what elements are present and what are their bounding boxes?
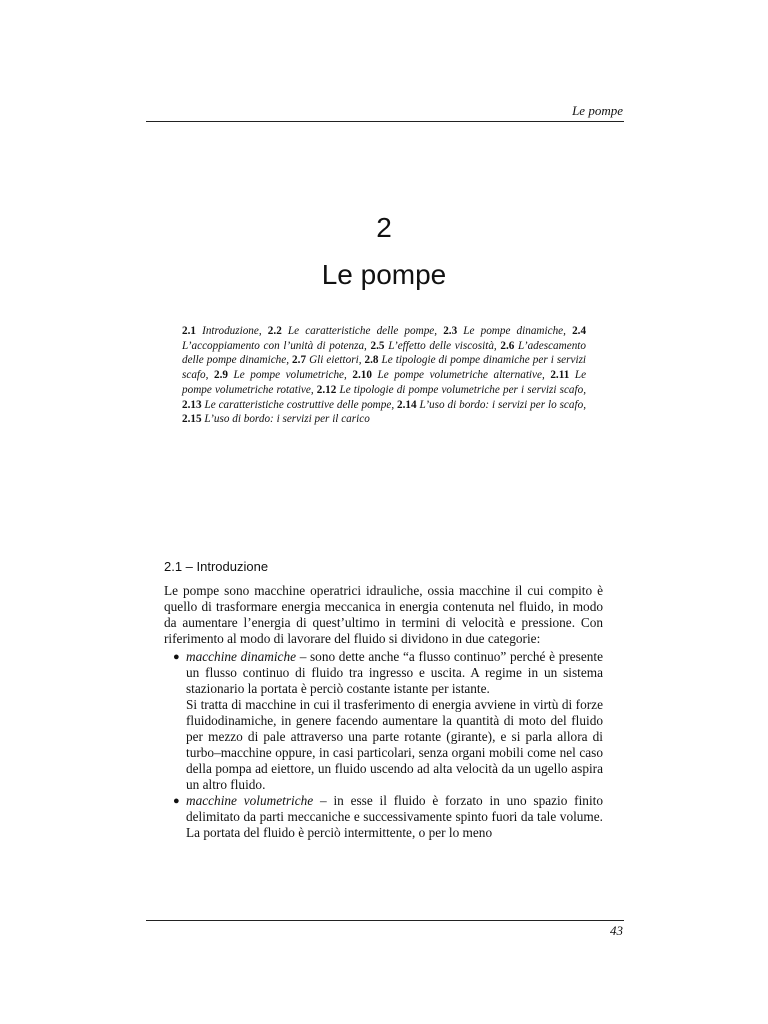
running-head: Le pompe bbox=[572, 103, 623, 118]
toc-entry-number: 2.11 bbox=[550, 369, 570, 382]
footer-rule bbox=[146, 920, 624, 921]
toc-entry-title: L’effetto delle viscosità, bbox=[388, 339, 497, 352]
toc-entry-title: Le pompe volumetriche alternative, bbox=[377, 369, 545, 382]
toc-entry-title: Le tipologie di pompe volumetriche per i servizi scafo, bbox=[339, 383, 586, 396]
toc-entry-number: 2.8 bbox=[364, 354, 379, 367]
list-item bbox=[164, 793, 603, 841]
section-heading: 2.1 – Introduzione bbox=[164, 559, 269, 574]
bullet-icon: ● bbox=[173, 651, 180, 663]
toc-entry-number: 2.6 bbox=[500, 339, 515, 352]
toc-entry-number: 2.5 bbox=[370, 339, 385, 352]
term-volumetric-desc: – in esse il fluido è forzato in uno spazio finito delimitato da parti meccaniche e successivamente spinto fuori da tale volume. La portata del fluido è perciò intermittente, o per lo meno bbox=[186, 793, 603, 840]
toc-entry-title: Le pompe volumetriche, bbox=[233, 369, 347, 382]
toc-entry-number: 2.13 bbox=[182, 398, 202, 411]
term-dynamic-detail: Si tratta di macchine in cui il trasferimento di energia avviene in virtù di forze fluidodinamiche, in genere facendo aumentare la quantità di moto del fluido per mezzo di pale attraverso una parte rotante (girante), e si parla allora di turbo–macchine oppure, in casi particolari, senza organi mobili come nel caso della pompa ad eiettore, un fluido uscendo ad alta velocità da un ugello aspira un altro fluido. bbox=[186, 697, 603, 792]
toc-entry-number: 2.15 bbox=[182, 413, 202, 426]
chapter-title: Le pompe bbox=[321, 259, 447, 290]
toc-entry-title: Le pompe volumetriche rotative, bbox=[182, 369, 587, 396]
toc-entry-title: L’accoppiamento con l’unità di potenza, bbox=[182, 339, 367, 352]
intro-paragraph: Le pompe sono macchine operatrici idrauliche, ossia macchine il cui compito è quello di trasformare energia meccanica in energia contenuta nel fluido, in modo da aumentare l’energia di quest’ultimo in termini di velocità e pressione. Con riferimento al modo di lavorare del fluido si dividono in due categorie: bbox=[164, 583, 603, 646]
page-number: 43 bbox=[610, 923, 623, 938]
toc-entry-number: 2.3 bbox=[443, 325, 458, 337]
list-item bbox=[164, 649, 603, 793]
chapter-toc bbox=[182, 324, 586, 427]
term-dynamic: macchine dinamiche bbox=[186, 649, 297, 664]
toc-entry-title: Le caratteristiche costruttive delle pompe, bbox=[204, 398, 395, 411]
toc-entry-title: Le pompe dinamiche, bbox=[463, 325, 566, 337]
term-dynamic-desc: – sono dette anche “a flusso continuo” perché è presente un flusso continuo di fluido tra ingresso e uscita. A regime in un sistema stazionario la portata è perciò costante istante per istante. bbox=[186, 649, 603, 696]
toc-entry-title: Le caratteristiche delle pompe, bbox=[287, 325, 438, 337]
toc-entry-number: 2.7 bbox=[292, 354, 307, 367]
toc-entry-title: Le tipologie di pompe dinamiche per i servizi scafo, bbox=[182, 354, 587, 382]
toc-entry-title: Gli eiettori, bbox=[309, 354, 362, 367]
toc-entry-number: 2.12 bbox=[316, 383, 337, 396]
toc-entry-number: 2.4 bbox=[572, 325, 587, 337]
toc-entry-title: L’uso di bordo: i servizi per il carico bbox=[204, 413, 370, 426]
toc-entry-number: 2.14 bbox=[397, 398, 417, 411]
term-volumetric: macchine volumetriche bbox=[186, 793, 314, 808]
header-rule bbox=[146, 121, 624, 122]
toc-entry-number: 2.2 bbox=[267, 325, 282, 337]
section-body bbox=[164, 583, 603, 841]
toc-entry-title: L’adescamento delle pompe dinamiche, bbox=[182, 339, 586, 367]
toc-entry-number: 2.9 bbox=[213, 369, 228, 382]
toc-entry-title: Introduzione, bbox=[202, 325, 262, 337]
toc-entry-title: L’uso di bordo: i servizi per lo scafo, bbox=[419, 398, 586, 411]
chapter-number: 2 bbox=[376, 212, 392, 243]
category-list bbox=[164, 649, 603, 841]
toc-entry-number: 2.10 bbox=[352, 369, 372, 382]
bullet-icon: ● bbox=[173, 795, 180, 807]
toc-entry-number: 2.1 bbox=[182, 325, 196, 337]
